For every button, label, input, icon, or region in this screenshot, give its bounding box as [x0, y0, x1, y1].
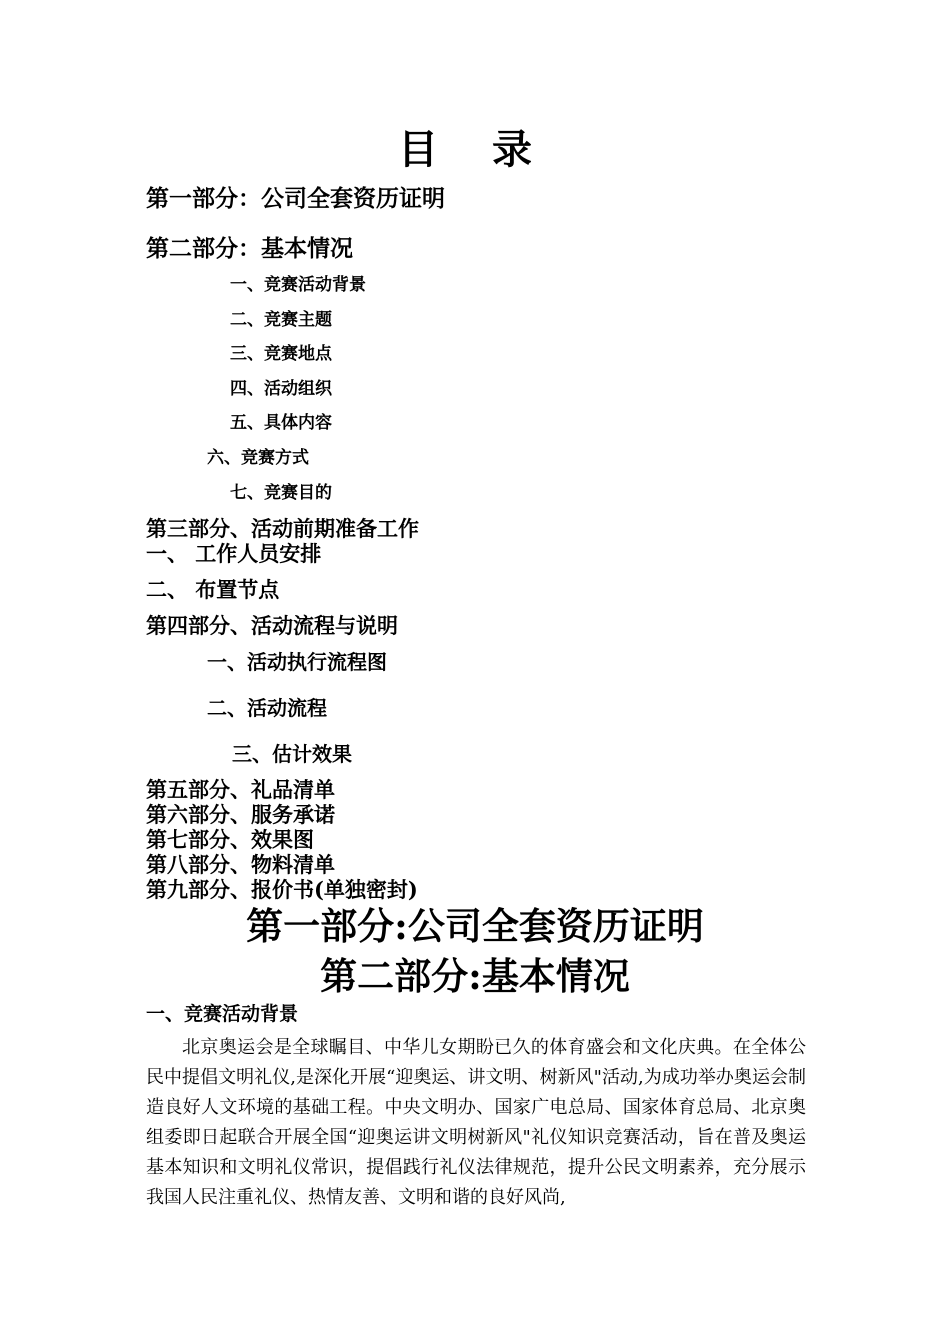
toc-part2-item: 五、具体内容	[230, 413, 332, 433]
section-title-background: 一、竞赛活动背景	[146, 1003, 299, 1025]
section-paragraph: 北京奥运会是全球瞩目、中华儿女期盼已久的体育盛会和文化庆典。在全体公民中提倡文明礼仪,是深化开展“迎奥运、讲文明、树新风"活动,为成功举办奥运会制造良好人文环境的基础工程。中央文明办、国家广电总局、国家体育总局、北京奥组委即日起联合开展全国“迎奥运讲文明树新风"礼仪知识竞赛活动，旨在普及奥运基本知识和文明礼仪常识，提倡践行礼仪法律规范，提升公民文明素养，充分展示我国人民注重礼仪、热情友善、文明和谐的良好风尚,	[146, 1037, 806, 1208]
toc-part6: 第六部分、服务承诺	[146, 802, 335, 827]
toc-part3-item: 一、 工作人员安排	[146, 541, 322, 566]
toc-part2-item: 三、竞赛地点	[230, 344, 332, 364]
toc-part8: 第八部分、物料清单	[146, 852, 335, 877]
toc-part2: 第二部分：基本情况	[146, 235, 353, 262]
toc-part2-item: 七、竞赛目的	[230, 483, 332, 503]
toc-part5: 第五部分、礼品清单	[146, 777, 335, 802]
toc-part9: 第九部分、报价书(单独密封)	[146, 877, 418, 902]
toc-part7: 第七部分、效果图	[146, 827, 314, 852]
section-heading-part2: 第二部分:基本情况	[320, 954, 630, 998]
toc-part4: 第四部分、活动流程与说明	[146, 613, 398, 638]
toc-part2-item: 一、竞赛活动背景	[230, 275, 366, 295]
toc-part2-item: 六、竞赛方式	[207, 448, 309, 468]
section-heading-part1: 第一部分:公司全套资历证明	[246, 904, 704, 948]
toc-part3: 第三部分、活动前期准备工作	[146, 516, 419, 541]
toc-part4-item: 三、估计效果	[232, 742, 352, 766]
toc-part4-item: 二、活动流程	[207, 696, 327, 720]
toc-part2-item: 四、活动组织	[230, 379, 332, 399]
toc-title: 目 录	[398, 126, 552, 173]
toc-part4-item: 一、活动执行流程图	[207, 650, 387, 674]
toc-part3-item: 二、 布置节点	[146, 577, 280, 602]
toc-part1: 第一部分：公司全套资历证明	[146, 185, 445, 212]
toc-part2-item: 二、竞赛主题	[230, 310, 332, 330]
